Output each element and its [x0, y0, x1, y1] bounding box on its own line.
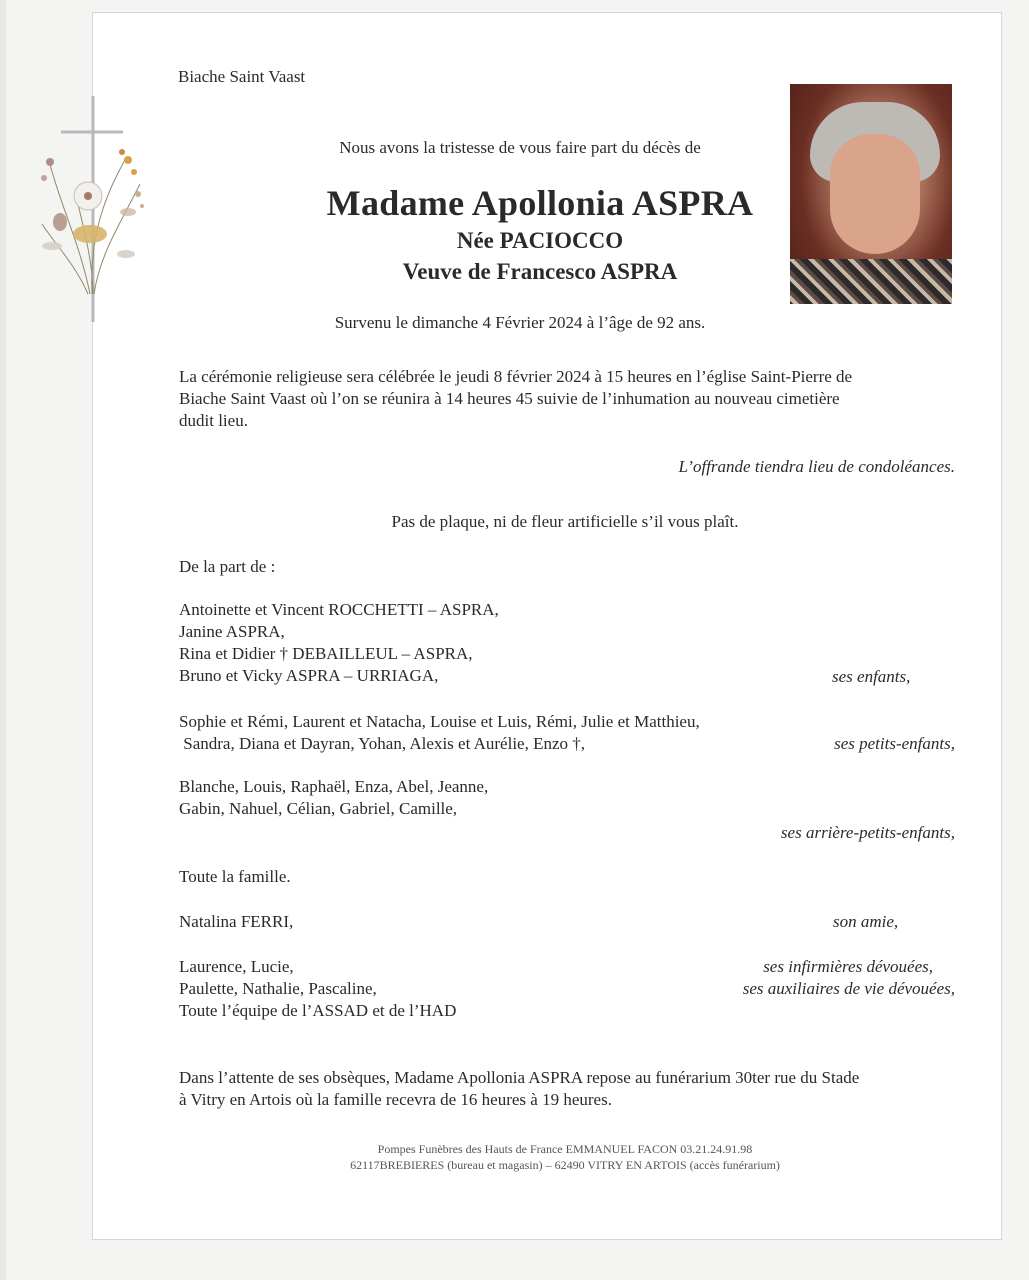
list-item: Rina et Didier † DEBAILLEUL – ASPRA, — [179, 644, 473, 663]
funerarium-paragraph — [179, 1067, 859, 1111]
funerarium-line: à Vitry en Artois où la famille recevra de 16 heures à 19 heures. — [179, 1090, 612, 1109]
cross-flowers-icon — [30, 94, 160, 326]
list-item: Paulette, Nathalie, Pascaline, — [179, 979, 377, 998]
list-item: Antoinette et Vincent ROCCHETTI – ASPRA, — [179, 600, 499, 619]
funeral-home-footer — [300, 1141, 830, 1173]
funerarium-line: Dans l’attente de ses obsèques, Madame Apollonia ASPRA repose au funérarium 30ter rue du Stade — [179, 1068, 860, 1087]
carers-role-aides: ses auxiliaires de vie dévouées, — [742, 979, 955, 998]
footer-line: 62117BREBIERES (bureau et magasin) – 62490 VITRY EN ARTOIS (accès funérarium) — [350, 1158, 780, 1172]
family-line: Toute la famille. — [179, 867, 291, 886]
grandchildren-role: ses petits-enfants, — [834, 734, 955, 753]
location: Biache Saint Vaast — [178, 67, 306, 86]
list-item: Sophie et Rémi, Laurent et Natacha, Louise et Luis, Rémi, Julie et Matthieu, — [179, 712, 700, 731]
offering-text: L’offrande tiendra lieu de condoléances. — [678, 457, 955, 476]
death-date-line: Survenu le dimanche 4 Février 2024 à l’âge de 92 ans. — [334, 313, 706, 332]
children-role: ses enfants, — [832, 667, 911, 686]
intro-text: Nous avons la tristesse de vous faire part du décès de — [339, 138, 701, 157]
widow-of: Veuve de Francesco ASPRA — [402, 259, 678, 284]
list-item: Janine ASPRA, — [179, 622, 285, 641]
ceremony-line: La cérémonie religieuse sera célébrée le jeudi 8 février 2024 à 15 heures en l’église Saint-Pierre de — [179, 367, 853, 386]
carers-list — [179, 956, 456, 1022]
portrait-photo — [790, 84, 952, 304]
list-item: Blanche, Louis, Raphaël, Enza, Abel, Jeanne, — [179, 777, 489, 796]
list-item: Laurence, Lucie, — [179, 957, 294, 976]
friend-role: son amie, — [833, 912, 899, 931]
from-label: De la part de : — [179, 557, 276, 576]
list-item: Toute l’équipe de l’ASSAD et de l’HAD — [179, 1001, 457, 1020]
grandchildren-list — [179, 711, 700, 755]
ceremony-line: dudit lieu. — [179, 411, 248, 430]
list-item: Sandra, Diana et Dayran, Yohan, Alexis et Aurélie, Enzo †, — [179, 734, 586, 753]
great-grandchildren-role: ses arrière-petits-enfants, — [780, 823, 955, 842]
scan-edge — [0, 0, 6, 1280]
list-item: Bruno et Vicky ASPRA – URRIAGA, — [179, 666, 439, 685]
no-flowers-text: Pas de plaque, ni de fleur artificielle s’il vous plaît. — [391, 512, 739, 531]
great-grandchildren-list — [179, 776, 488, 820]
friend-name: Natalina FERRI, — [179, 912, 294, 931]
footer-line: Pompes Funèbres des Hauts de France EMMANUEL FACON 03.21.24.91.98 — [377, 1142, 753, 1156]
deceased-name: Madame Apollonia ASPRA — [326, 183, 754, 223]
ceremony-line: Biache Saint Vaast où l’on se réunira à 14 heures 45 suivie de l’inhumation au nouveau cimetière — [179, 389, 840, 408]
portrait-face — [830, 134, 920, 254]
maiden-name: Née PACIOCCO — [456, 228, 624, 253]
carers-role-nurses: ses infirmières dévouées, — [763, 957, 933, 976]
portrait-clothing — [790, 259, 952, 304]
ceremony-paragraph — [179, 366, 852, 432]
list-item: Gabin, Nahuel, Célian, Gabriel, Camille, — [179, 799, 458, 818]
children-list — [179, 599, 499, 687]
